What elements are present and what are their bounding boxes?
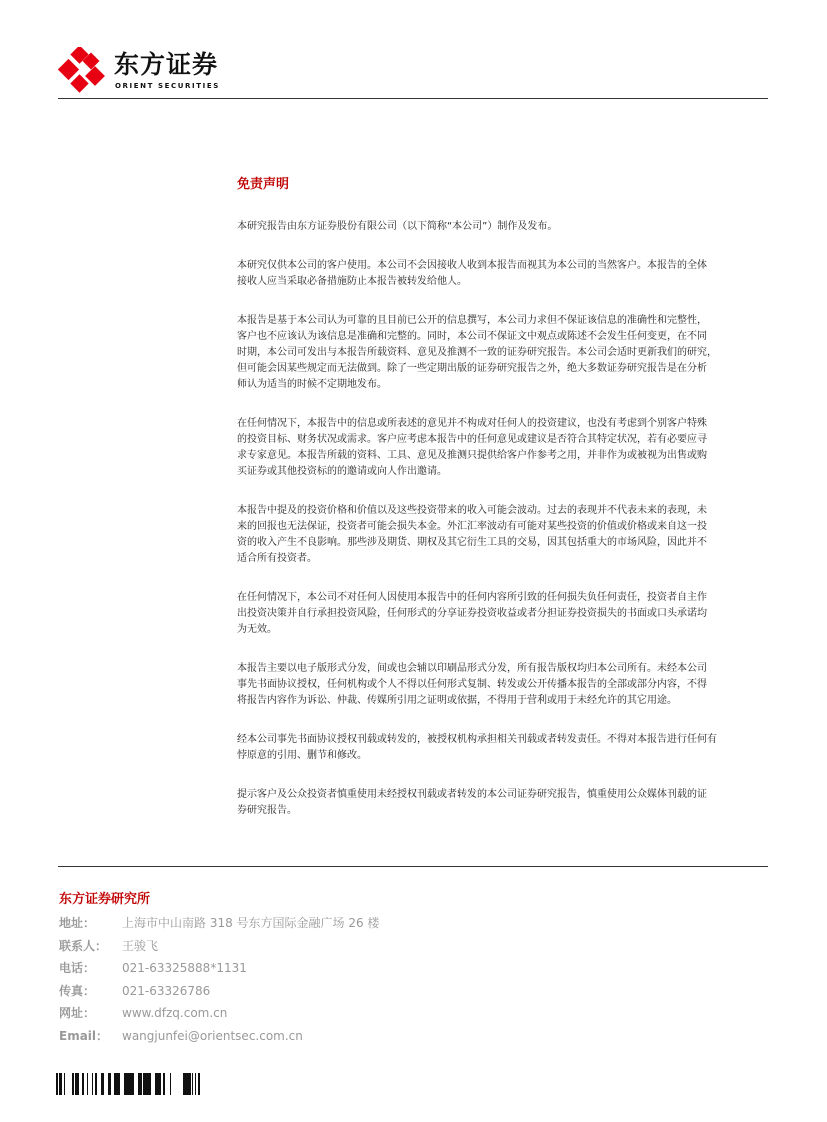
logo-english-name: ORIENT SECURITIES [115,82,220,90]
contact-info [59,913,379,1048]
paragraph-line: 接收人应当采取必备措施防止本报告被转发给他人。 [237,276,467,287]
disclaimer-paragraph [237,661,765,709]
contact-label: 地址： [59,916,96,930]
paragraph-line: 买证券或其他投资标的的邀请或向人作出邀请。 [237,466,447,477]
contact-row [59,1026,379,1049]
paragraph-line: 悖原意的引用、删节和修改。 [237,750,367,761]
paragraph-line: 客户也不应该认为该信息是准确和完整的。同时，本公司不保证文中观点或陈述不会发生任何变更，在不同 [237,331,707,342]
paragraph-line: 适合所有投资者。 [237,553,317,564]
disclaimer-paragraph [237,787,765,819]
paragraph-line: 在任何情况下，本报告中的信息或所表述的意见并不构成对任何人的投资建议，也没有考虑到个别客户特殊 [237,418,707,429]
paragraph-line: 为无效。 [237,624,277,635]
barcode-icon [56,1073,200,1095]
contact-row [59,981,379,1004]
paragraph-line: 本研究报告由东方证券股份有限公司（以下简称“本公司”）制作及发布。 [237,221,558,232]
institute-name: 东方证券研究所 [59,892,151,907]
contact-row [59,913,379,936]
contact-label: 传真： [59,983,96,998]
paragraph-line: 本报告主要以电子版形式分发，间或也会辅以印刷品形式分发，所有报告版权均归本公司所有。未经本公司 [237,663,707,674]
header-divider [58,98,768,99]
paragraph-line: 提示客户及公众投资者慎重使用未经授权刊载或者转发的本公司证券研究报告，慎重使用公众媒体刊载的证 [237,789,707,800]
paragraph-line: 求专家意见。本报告所载的资料、工具、意见及推测只提供给客户作参考之用，并非作为或被视为出售或购 [237,450,707,461]
paragraph-line: 经本公司事先书面协议授权刊载或转发的，被授权机构承担相关刊载或者转发责任。不得对本报告进行任何有 [237,734,717,745]
paragraph-line: 来的回报也无法保证，投资者可能会损失本金。外汇汇率波动有可能对某些投资的价值或价格或来自这一投 [237,521,707,532]
paragraph-line: 时期，本公司可发出与本报告所载资料、意见及推测不一致的证券研究报告。本公司会适时更新我们的研究， [237,347,717,358]
paragraph-line: 将报告内容作为诉讼、仲裁、传媒所引用之证明或依据，不得用于营利或用于未经允许的其它用途。 [237,695,677,706]
paragraph-line: 券研究报告。 [237,805,297,816]
paragraph-line: 师认为适当的时候不定期地发布。 [237,379,387,390]
paragraph-line: 在任何情况下，本公司不对任何人因使用本报告中的任何内容所引致的任何损失负任何责任，投资者自主作 [237,592,707,603]
contact-row [59,936,379,959]
contact-value: wangjunfei@orientsec.com.cn [122,1028,303,1043]
company-logo [58,47,228,93]
paragraph-line: 出投资决策并自行承担投资风险，任何形式的分享证券投资收益或者分担证券投资损失的书面或口头承诺均 [237,608,707,619]
disclaimer-paragraph [237,416,765,480]
footer-divider [58,866,768,867]
contact-value: www.dfzq.com.cn [122,1006,228,1020]
paragraph-line: 本报告是基于本公司认为可靠的且目前已公开的信息撰写，本公司力求但不保证该信息的准确性和完整性， [237,315,707,326]
orient-securities-logo-icon [58,47,106,93]
paragraph-line: 本报告中提及的投资价格和价值以及这些投资带来的收入可能会波动。过去的表现并不代表未来的表现，未 [237,505,707,516]
contact-row [59,1003,379,1026]
paragraph-line: 事先书面协议授权，任何机构或个人不得以任何形式复制、转发或公开传播本报告的全部或部分内容，不得 [237,679,707,690]
paragraph-line: 的投资目标、财务状况或需求。客户应考虑本报告中的任何意见或建议是否符合其特定状况，若有必要应寻 [237,434,707,445]
contact-value: 021-63326786 [122,983,211,998]
contact-value: 021-63325888*1131 [122,961,247,975]
contact-label: 网址： [59,1006,96,1020]
disclaimer-paragraph [237,590,765,638]
paragraph-line: 资的收入产生不良影响。那些涉及期货、期权及其它衍生工具的交易，因其包括重大的市场风险，因此并不 [237,537,707,548]
contact-row [59,958,379,981]
disclaimer-paragraph [237,313,765,393]
contact-label: 联系人： [59,938,108,953]
disclaimer-section [237,175,765,819]
disclaimer-title: 免责声明 [237,177,290,192]
disclaimer-paragraph [237,219,765,235]
contact-value: 上海市中山南路 318 号东方国际金融广场 26 楼 [122,916,380,930]
disclaimer-paragraph [237,258,765,290]
disclaimer-paragraph [237,503,765,567]
contact-label: Email： [59,1028,109,1043]
contact-value: 王骏飞 [122,938,159,953]
contact-label: 电话： [59,961,96,975]
logo-chinese-name: 东方证券 [114,50,219,79]
disclaimer-body [237,219,765,819]
paragraph-line: 本研究仅供本公司的客户使用。本公司不会因接收人收到本报告而视其为本公司的当然客户。本报告的全体 [237,260,707,271]
disclaimer-paragraph [237,732,765,764]
paragraph-line: 但可能会因某些规定而无法做到。除了一些定期出版的证券研究报告之外，绝大多数证券研究报告是在分析 [237,363,707,374]
